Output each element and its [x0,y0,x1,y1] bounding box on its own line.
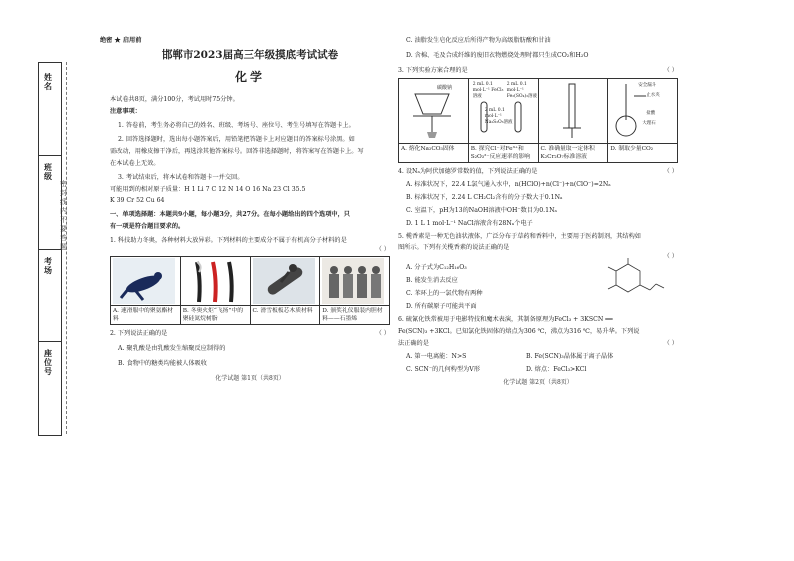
q3-option-b: B. 探究Cl⁻对Fe³⁺和S₂O₃²⁻反应速率的影响 [468,144,538,163]
q3-label-d2: 止水夹 [646,93,660,98]
q6-stem-3: 法正确的是 [398,340,429,347]
q1-stem: 1. 科技助力冬奥，各种材料大放异彩。下列材料的主要成分不属于有机高分子材料的是 [110,237,347,244]
q3-image-c [538,79,608,144]
q1-option-a: A. 速滑服中的聚氨酯材料 [111,306,181,325]
q5-option-d: D. 所有碳原子可能共平面 [406,303,477,310]
q6-stem: 6. 硫氰化铁常被用于电影特技和魔术表演，其制备原理为FeCl₃ + 3KSCN ══ [398,316,613,323]
strip-divider [39,155,61,156]
q3-option-a: A. 熔化Na₂CO₃固体 [399,144,469,163]
q6-stem-2: Fe(SCN)₃ +3KCl。已知氯化铁固体的熔点为306 ℃，沸点为316 ℃，易升华。下列说 [398,328,640,335]
note-2b: 需改动，用橡皮擦干净后，再选涂其他答案标号。回答非选择题时，将答案写在答题卡上。写 [110,148,364,155]
strip-label-room: 考场 [44,256,52,275]
q3-image-b [468,79,538,144]
exam-title: 邯郸市2023届高三年级摸底考试试卷 [161,49,339,61]
q3-label-a1: 碳酸钠 [437,85,453,91]
q3-label-d4: 大理石 [642,121,656,126]
q4-option-a: A. 标准状况下，22.4 L氯气通入水中，n(HClO)+n(Cl⁻)+n(ClO⁻)=2Nₐ [406,181,611,188]
speed-skater-icon [113,258,175,304]
q5-option-b: B. 能发生消去反应 [406,277,458,284]
seal-text: 密封线内不要答题 [60,180,67,251]
strip-label-seat: 座位号 [44,348,52,376]
q2-stem: 2. 下列说法正确的是 [110,330,168,337]
section1-heading-2: 有一项是符合题目要求的。 [110,223,185,230]
q3-label-d3: 盐酸 [646,111,656,116]
q2-paren: （ ） [375,330,390,337]
q3-stem: 3. 下列实验方案合理的是 [398,67,468,74]
q3-paren: （ ） [663,67,678,74]
q1-option-d: D. 颁奖礼仪服装内胆材料——石墨烯 [320,306,390,325]
note-3: 3. 考试结束后，将本试卷和答题卡一并交回。 [118,174,244,181]
q4-option-d: D. 1 L 1 mol·L⁻¹ NaCl溶液含有28Nₐ个电子 [406,220,533,227]
q5-option-c: C. 苯环上的一氯代物有两种 [406,290,483,297]
q1-image-c [250,257,320,306]
q1-options-table [110,256,390,325]
q3-option-d: D. 制取少量CO₂ [608,144,678,163]
note-2c: 在本试卷上无效。 [110,160,160,167]
q1-image-b [180,257,250,306]
elemicin-structure-icon [598,256,668,302]
binding-strip [38,62,62,436]
note-1: 1. 答卷前，考生务必将自己的姓名、班级、考场号、座位号、考生号填写在答题卡上。 [118,122,355,129]
q2-option-a: A. 聚乳酸是由乳酸发生缩聚反应制得的 [118,345,226,352]
q3-option-c: C. 准确量取一定体积K₂Cr₂O₇标准溶液 [538,144,608,163]
q5-paren: （ ） [663,253,678,260]
q6-option-d: D. 熔点：FeCl₃>KCl [526,366,587,373]
crucible-heating-icon [401,80,463,142]
q3-label-d1: 安全漏斗 [638,83,657,88]
q1-image-a [111,257,181,306]
q5-option-a: A. 分子式为C₁₂H₁₆O₃ [406,264,467,271]
q3-image-a [399,79,469,144]
strip-divider [39,341,61,342]
intro-line: 本试卷共8页，满分100分，考试用时75分钟。 [110,96,239,103]
q6-paren: （ ） [663,340,678,347]
strip-label-name: 姓名 [44,72,52,91]
q4-stem: 4. 设Nₐ为阿伏加德罗常数的值，下列说法正确的是 [398,168,538,175]
q3-label-b2: 2 mL 0.1 mol·L⁻¹ Fe₂(SO₄)₃溶液 [506,82,537,99]
notes-title: 注意事项： [110,108,141,115]
strip-label-class: 班级 [44,162,52,181]
atomic-masses-2: K 39 Cr 52 Cu 64 [110,197,165,204]
snowboard-icon [253,258,315,304]
olympic-torch-icon [183,258,245,304]
q5-stem: 5. 榄香素是一种无色油状液体，广泛分布于草药和香料中，主要用于医药制剂，其结构如 [398,233,641,240]
page-left [100,36,390,382]
q2-option-b: B. 食物中的糖类均能被人体吸收 [118,360,207,367]
q2-option-c: C. 油脂发生皂化反应后所得产物为高级脂肪酸和甘油 [406,37,551,44]
q4-option-b: B. 标准状况下，2.24 L CH₂Cl₂含有的分子数大于0.1Nₐ [406,194,563,201]
q1-option-c: C. 滑雪板板芯木质材料 [250,306,320,325]
q2-option-d: D. 含棉、毛及合成纤维的废旧衣物燃烧处理时都只生成CO₂和H₂O [406,52,589,59]
q4-option-c: C. 室温下，pH为13的NaOH溶液中OH⁻数目为0.1Nₐ [406,207,557,214]
note-2a: 2. 回答选择题时，选出每小题答案后，用铅笔把答题卡上对应题目的答案标号涂黑。如 [118,136,355,143]
q6-option-c: C. SCN⁻的几何构型为V形 [406,366,480,373]
burette-icon [541,80,603,142]
q3-options-table [398,78,678,163]
q4-paren: （ ） [663,168,678,175]
q5-stem-2: 图所示。下列有关榄香素的说法正确的是 [398,244,510,251]
strip-divider [39,249,61,250]
footer-left: 化学试题 第1页（共8页） [215,375,285,382]
atomic-masses: 可能用到的相对原子质量：H 1 Li 7 C 12 N 14 O 16 Na 23 Cl 35.5 [110,186,306,193]
q1-image-d [320,257,390,306]
subject-title: 化学 [234,70,265,84]
section1-heading: 一、单项选择题：本题共9小题，每小题3分，共27分。在每小题给出的四个选项中，只 [110,211,350,218]
q1-option-b: B. 冬奥火炬“飞扬”中的聚硅氮烷树脂 [180,306,250,325]
q6-option-a: A. 第一电离能：N>S [406,353,467,360]
q3-label-b1: 2 mL 0.1 mol·L⁻¹ FeCl₃溶液 [472,82,504,99]
secret-tag: 绝密 ★ 启用前 [100,37,142,44]
page-right [398,36,678,387]
ceremony-uniform-icon [322,258,384,304]
q6-option-b: B. Fe(SCN)₃晶体属于离子晶体 [526,353,614,360]
q3-image-d [608,79,678,144]
footer-right: 化学试题 第2页（共8页） [503,379,573,386]
q3-label-b3: 2 mL 0.1 mol·L⁻¹ Na₂S₂O₃溶液 [484,108,513,125]
q1-paren: （ ） [375,246,390,253]
